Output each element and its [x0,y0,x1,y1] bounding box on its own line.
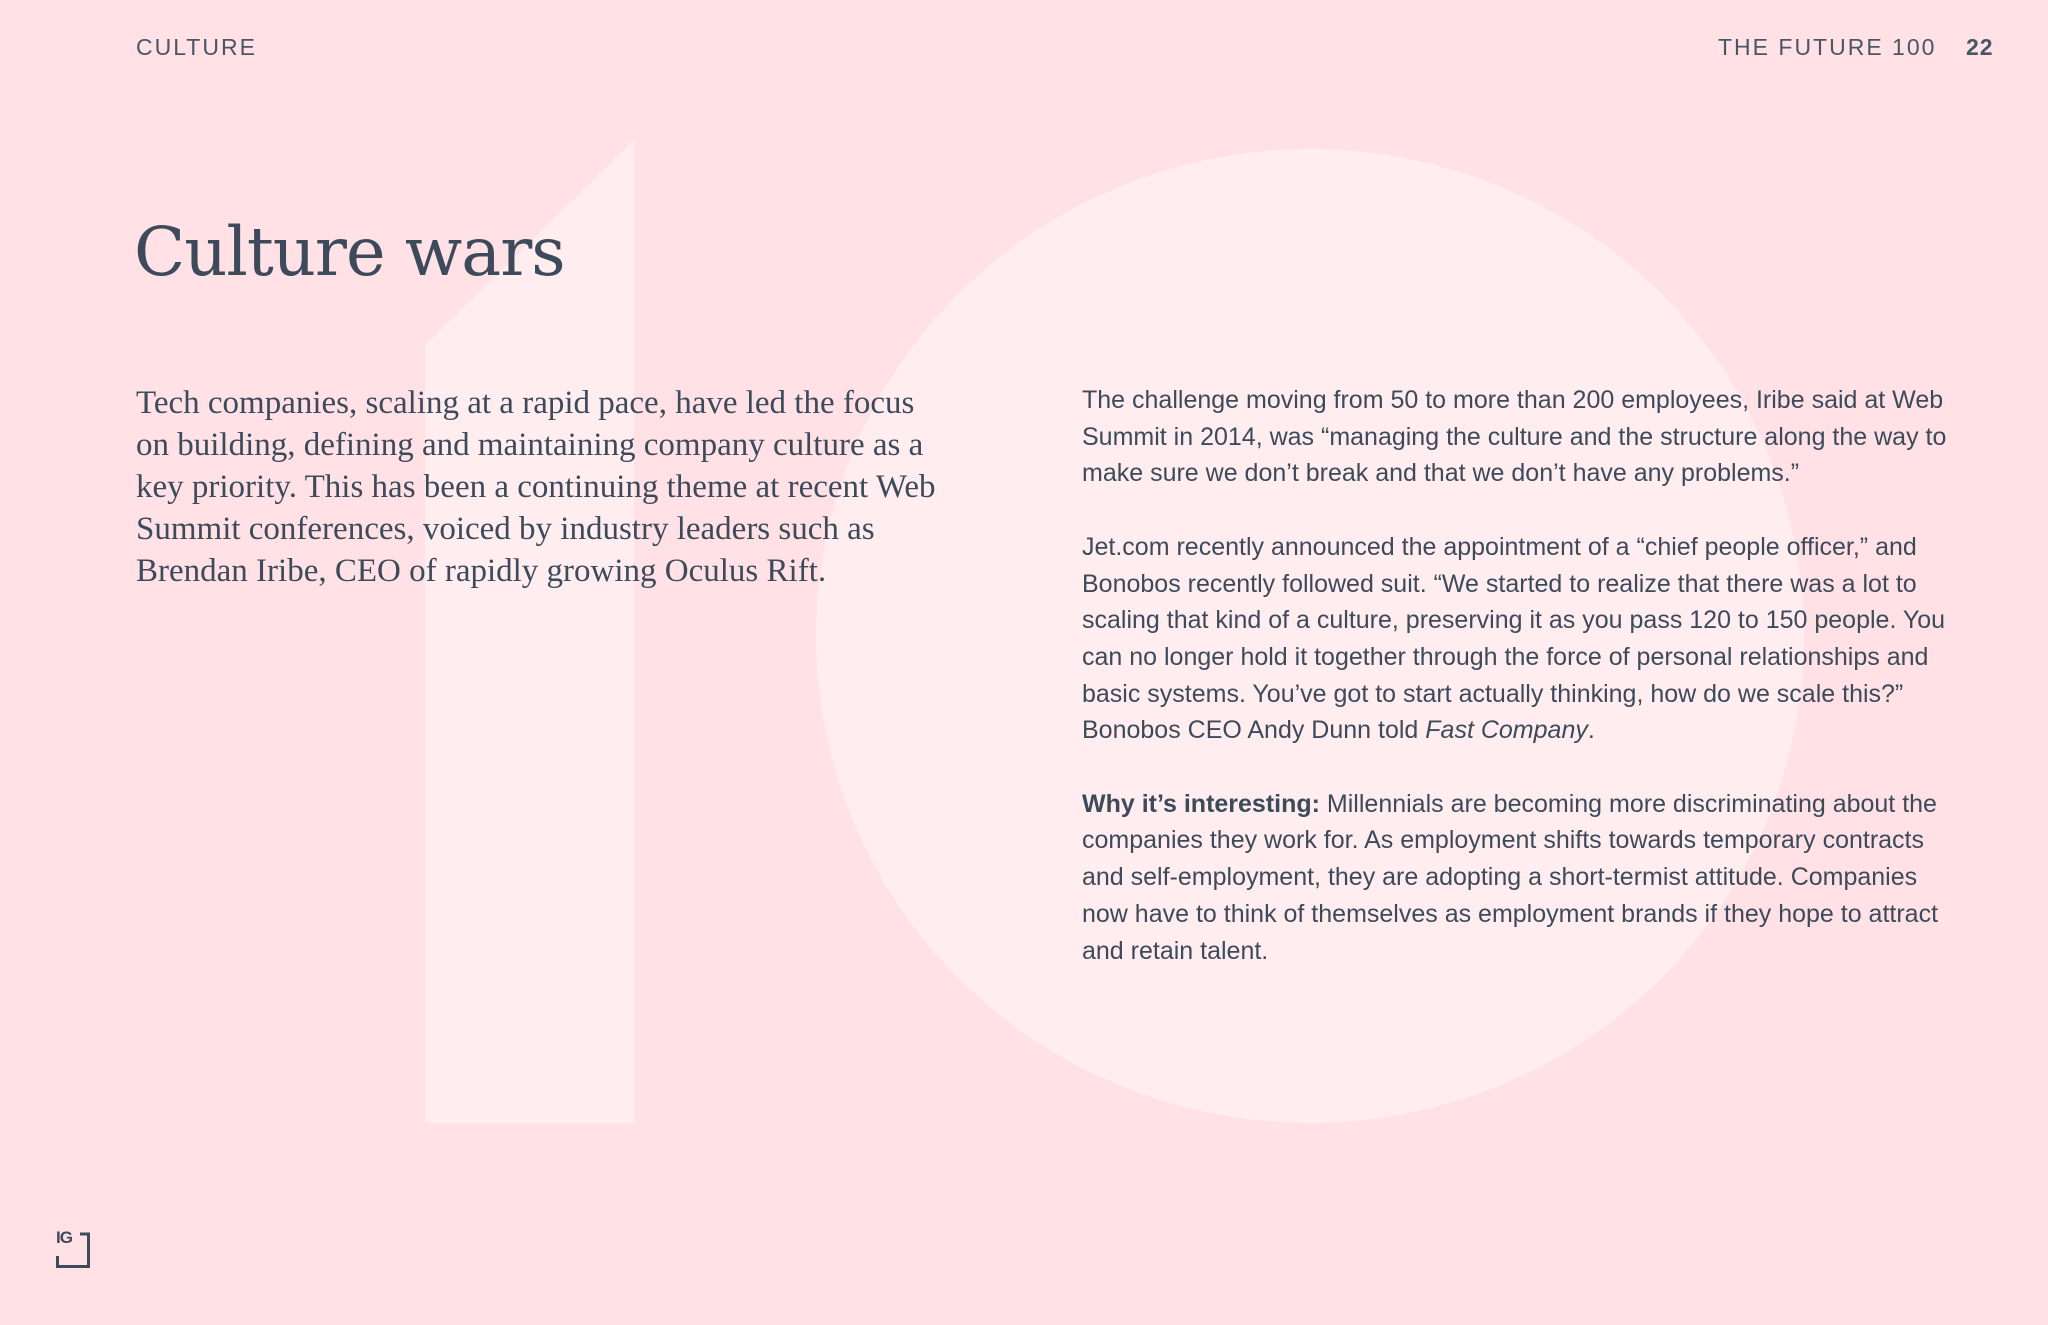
paragraph-2-end: . [1587,716,1595,745]
body-paragraph-2 [1082,529,1952,749]
why-interesting-text: Millennials are becoming more discriminating about the companies they work for. As employment shifts towards temporary contracts and self-employment, they are adopting a short-termist attitude. Companies now have to think of themselves as employment brands if they hope to attract and retain talent. [1082,789,1939,965]
report-title: THE FUTURE 100 [1718,34,1937,60]
brand-logo [56,1228,90,1268]
logo-text: IG [56,1228,72,1247]
paragraph-2-text: Jet.com recently announced the appointment of a “chief people officer,” and Bonobos recently followed suit. “We started to realize that there was a lot to scaling that kind of a culture, preserving it as you pass 120 to 150 people. You can no longer hold it together through the force of personal relationships and basic systems. You’ve got to start actually thinking, how do we scale this?” Bonobos CEO Andy Dunn told [1082,532,1946,745]
source-publication: Fast Company [1425,716,1588,745]
why-interesting-paragraph [1082,786,1952,970]
section-label: CULTURE [136,34,257,60]
page-number: 22 [1966,34,1994,60]
article-title: Culture wars [134,213,565,291]
body-column [1082,382,1952,1006]
intro-paragraph: Tech companies, scaling at a rapid pace, have led the focus on building, defining and maintaining company culture as a key priority. This has been a continuing theme at recent Web Summit conferences, voiced by industry leaders such as Brendan Iribe, CEO of rapidly growing Oculus Rift. [136,385,936,589]
body-paragraph-1: The challenge moving from 50 to more than 200 employees, Iribe said at Web Summit in 2014, was “managing the culture and the structure along the way to make sure we don’t break and that we don’t have any problems.” [1082,386,1947,488]
why-interesting-label: Why it’s interesting: [1082,789,1320,818]
